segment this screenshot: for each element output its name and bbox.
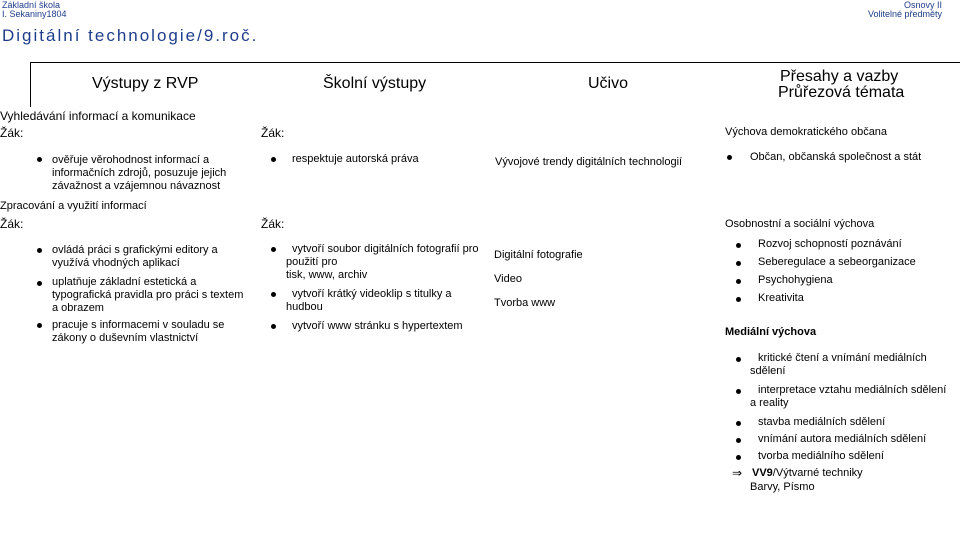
media-item: kritické čtení a vnímání mediálních sdělení xyxy=(750,352,927,377)
ucivo-item: Tvorba www xyxy=(494,297,556,309)
bullet-icon xyxy=(271,157,276,162)
media-item: tvorba mediálního sdělení xyxy=(758,450,884,462)
ucivo-item: Video xyxy=(494,273,522,285)
school-output-item: vytvoří www stránku s hypertextem xyxy=(292,320,463,332)
bullet-icon xyxy=(736,455,741,460)
ucivo-item: Vývojové trendy digitálních technologií xyxy=(495,156,683,168)
table-left-border xyxy=(30,62,31,107)
ucivo-item: Digitální fotografie xyxy=(494,249,583,261)
bullet-icon xyxy=(37,248,42,253)
theme-item: Seberegulace a sebeorganizace xyxy=(758,256,916,268)
section-title-processing: Zpracování a využití informací xyxy=(0,200,147,212)
student-label: Žák: xyxy=(0,126,24,140)
bullet-icon xyxy=(271,292,276,297)
bullet-icon xyxy=(736,438,741,443)
column-header-rvp: Výstupy z RVP xyxy=(92,75,199,92)
student-label: Žák: xyxy=(0,217,24,231)
theme-item: Kreativita xyxy=(758,292,804,304)
bullet-icon xyxy=(736,357,741,362)
bullet-icon xyxy=(271,324,276,329)
theme-heading-democratic: Výchova demokratického občana xyxy=(725,126,888,138)
subject-link-topics: Barvy, Písmo xyxy=(750,481,815,493)
bullet-icon xyxy=(736,297,741,302)
column-header-school: Školní výstupy xyxy=(323,75,427,92)
bullet-icon xyxy=(37,323,42,328)
theme-item: Občan, občanská společnost a stát xyxy=(750,151,922,163)
rvp-item: ovládá práci s grafickými editory a využívá vhodných aplikací xyxy=(52,244,218,269)
arrow-right-icon: ⇒ xyxy=(732,466,743,480)
school-output-item: vytvoří soubor digitálních fotografií pro použití pro tisk, www, archiv xyxy=(286,243,479,281)
media-item: interpretace vztahu mediálních sdělení a reality xyxy=(750,384,947,409)
bullet-icon xyxy=(727,155,732,160)
theme-heading-personal: Osobnostní a sociální výchova xyxy=(725,218,875,230)
section-title-search: Vyhledávání informací a komunikace xyxy=(0,109,196,123)
column-header-ucivo: Učivo xyxy=(588,75,629,92)
bullet-icon xyxy=(271,247,276,252)
theme-item: Rozvoj schopností poznávání xyxy=(758,238,902,250)
bullet-icon xyxy=(736,389,741,394)
curriculum-name: Osnovy II xyxy=(903,0,942,10)
student-label: Žák: xyxy=(261,217,285,231)
media-item: vnímání autora mediálních sdělení xyxy=(758,433,927,445)
school-output-item: vytvoří krátký videoklip s titulky a hudbou xyxy=(286,288,452,313)
table-top-border xyxy=(30,62,960,63)
school-output-item: respektuje autorská práva xyxy=(292,153,419,165)
curriculum-type: Volitelné předměty xyxy=(867,9,942,19)
rvp-item: pracuje s informacemi v souladu se zákony o duševním vlastnictví xyxy=(52,319,225,344)
bullet-icon xyxy=(37,281,42,286)
school-name: Základní škola xyxy=(2,0,61,10)
bullet-icon xyxy=(736,261,741,266)
school-address: I. Sekaniny1804 xyxy=(2,9,67,19)
bullet-icon xyxy=(736,421,741,426)
bullet-icon xyxy=(37,157,42,162)
rvp-item: uplatňuje základní estetická a typografická pravidla pro práci s textem a obrazem xyxy=(52,276,244,314)
page-title: Digitální technologie/9.roč. xyxy=(2,26,259,45)
theme-heading-media: Mediální výchova xyxy=(725,326,817,338)
media-item: stavba mediálních sdělení xyxy=(758,416,886,428)
bullet-icon xyxy=(736,279,741,284)
bullet-icon xyxy=(736,243,741,248)
column-header-crossovers: Přesahy a vazby xyxy=(780,68,899,85)
subject-link: VV9/Výtvarné techniky xyxy=(752,467,863,479)
student-label: Žák: xyxy=(261,126,285,140)
column-header-themes: Průřezová témata xyxy=(778,84,905,101)
theme-item: Psychohygiena xyxy=(758,274,833,286)
rvp-item: ověřuje věrohodnost informací a informačních zdrojů, posuzuje jejich závažnost a vzájemnou návaznost xyxy=(52,154,227,192)
